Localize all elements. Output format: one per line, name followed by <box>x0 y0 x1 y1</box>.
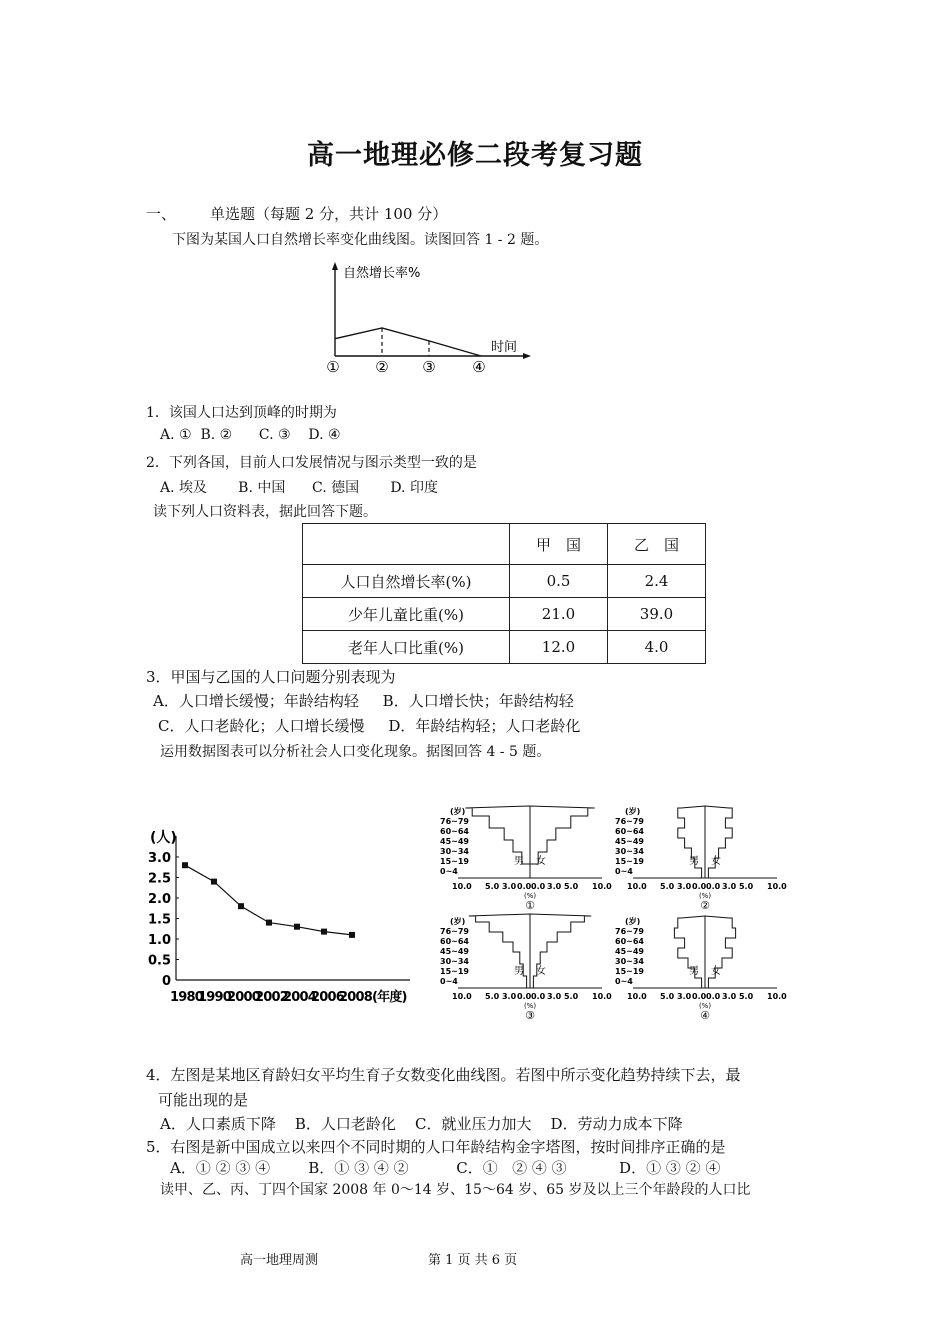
pyramid-axis-label: 0.0 <box>517 882 532 891</box>
pyramid-unit: (%) <box>698 1002 712 1010</box>
pyramid-axis-label: 5.0 3.0 <box>485 882 517 891</box>
pyramid-age-unit: (岁) <box>625 917 641 926</box>
growth-rate-chart <box>325 258 540 380</box>
pyramid-unit: (%) <box>698 892 712 900</box>
pyramid-male-label: 男 <box>514 966 524 977</box>
pyramid-age-label: 45~49 <box>615 947 644 956</box>
table-header-cell: 乙 国 <box>608 524 706 565</box>
pyramid-age-label: 30~34 <box>440 847 469 856</box>
table-cell: 0.5 <box>510 565 608 598</box>
pyramid-male-label: 男 <box>514 856 524 867</box>
table-row <box>303 631 706 664</box>
table-header-row <box>303 524 706 565</box>
pyramid-age-label: 45~49 <box>440 947 469 956</box>
question-4-options: A．人口素质下降 B．人口老龄化 C．就业压力加大 D．劳动力成本下降 <box>160 1115 683 1133</box>
table-cell: 21.0 <box>510 598 608 631</box>
population-table <box>302 523 706 664</box>
question-3-options-ab: A．人口增长缓慢；年龄结构轻 B．人口增长快；年龄结构轻 <box>153 692 574 710</box>
pyramid-age-label: 60~64 <box>440 827 469 836</box>
pyramid-age-label: 45~49 <box>615 837 644 846</box>
pyramid-axis-label: 3.0 5.0 <box>547 882 579 891</box>
pyramid-axis-label: 3.0 5.0 <box>722 992 754 1001</box>
pyramid-female-label: 女 <box>711 966 721 977</box>
pyramid-axis-label: 10.0 <box>627 882 647 891</box>
section-number: 一、 <box>146 205 177 223</box>
pyramid-axis-label: 0.0 <box>706 992 721 1001</box>
time-tick-4: ④ <box>472 358 486 376</box>
footer-left: 高一地理周测 <box>240 1253 319 1268</box>
fertility-data-point <box>238 903 244 909</box>
table-cell: 12.0 <box>510 631 608 664</box>
pyramid-age-label: 30~34 <box>440 957 469 966</box>
pyramid-caption: ② <box>700 899 710 912</box>
fertility-xtick-label: 2006 <box>311 990 344 1005</box>
question-1-stem: 1．该国人口达到顶峰的时期为 <box>146 405 337 421</box>
fertility-data-point <box>182 862 188 868</box>
pyramid-age-label: 0~4 <box>615 867 633 876</box>
question-4-stem-cont: 可能出现的是 <box>158 1091 249 1109</box>
pyramid-caption: ③ <box>525 1009 535 1022</box>
fertility-ytick-label: 0.5 <box>147 953 171 969</box>
table-cell: 少年儿童比重(%) <box>303 598 510 631</box>
pyramid-age-label: 30~34 <box>615 847 644 856</box>
section-label: 单选题（每题 2 分，共计 100 分） <box>210 205 448 223</box>
pyramid-age-label: 76~79 <box>615 817 644 826</box>
question-1-options: A. ① B. ② C. ③ D. ④ <box>160 427 341 443</box>
table-cell: 老年人口比重(%) <box>303 631 510 664</box>
growth-rate-line <box>335 328 481 356</box>
fertility-ytick-label: 1.0 <box>147 933 171 948</box>
pyramid-age-label: 76~79 <box>440 817 469 826</box>
pyramid-age-unit: (岁) <box>450 807 466 816</box>
pyramid-axis-label: 10.0 <box>627 992 647 1001</box>
pyramid-unit: (%) <box>523 1002 537 1010</box>
question-3-stem: 3．甲国与乙国的人口问题分别表现为 <box>146 668 396 686</box>
pyramid-age-label: 76~79 <box>615 927 644 936</box>
pyramid-age-label: 30~34 <box>615 957 644 966</box>
table-header-cell <box>303 524 510 565</box>
fertility-ytick-label: 0 <box>161 974 171 989</box>
fertility-ylabel: (人) <box>150 830 177 846</box>
fertility-xtick-label: 2002 <box>255 990 288 1005</box>
pyramid-age-unit: (岁) <box>450 917 466 926</box>
pyramid-female-label: 女 <box>536 856 546 867</box>
pyramid-axis-label: 10.0 <box>592 992 612 1001</box>
intro-2: 读下列人口资料表，据此回答下题。 <box>153 504 377 520</box>
fertility-xtick-label: 1990 <box>198 990 231 1005</box>
time-tick-3: ③ <box>422 358 436 376</box>
growth-xlabel: 时间 <box>491 340 518 355</box>
fertility-line-chart <box>140 820 430 1010</box>
fertility-data-point <box>211 879 217 885</box>
pyramid-axis-label: 10.0 <box>592 882 612 891</box>
pyramid-age-label: 45~49 <box>440 837 469 846</box>
pyramid-axis-label: 10.0 <box>767 992 787 1001</box>
table-header-cell: 甲 国 <box>510 524 608 565</box>
question-5-options: A．① ② ③ ④ B．① ③ ④ ② C．① ② ④ ③ D．① ③ ② ④ <box>170 1159 721 1177</box>
pyramid-age-label: 60~64 <box>615 827 644 836</box>
pyramid-axis-label: 10.0 <box>452 882 472 891</box>
intro-4: 读甲、乙、丙、丁四个国家 2008 年 0～14 岁、15～64 岁、65 岁及以上三个年龄段的人口比 <box>160 1182 751 1198</box>
intro-1: 下图为某国人口自然增长率变化曲线图。读图回答 1 - 2 题。 <box>172 232 549 248</box>
fertility-ytick-label: 2.0 <box>147 892 171 907</box>
growth-ylabel: 自然增长率% <box>343 266 421 281</box>
x-axis-arrow <box>523 353 531 359</box>
pyramid-age-label: 60~64 <box>615 937 644 946</box>
pyramid-axis-label: 0.0 <box>692 882 707 891</box>
fertility-data-point <box>266 920 272 926</box>
question-4-stem: 4．左图是某地区育龄妇女平均生育子女数变化曲线图。若图中所示变化趋势持续下去，最 <box>146 1066 741 1084</box>
pyramid-caption: ① <box>525 899 535 912</box>
pyramid-caption: ④ <box>700 1009 710 1022</box>
pyramid-axis-label: 3.0 5.0 <box>722 882 754 891</box>
pyramid-female-label: 女 <box>711 856 721 867</box>
table-row <box>303 598 706 631</box>
fertility-xtick-label: 2000 <box>227 990 260 1005</box>
fertility-ytick-label: 3.0 <box>147 851 171 866</box>
fertility-ytick-label: 2.5 <box>147 871 171 887</box>
pyramid-axis-label: 10.0 <box>452 992 472 1001</box>
footer-page: 第 1 页 共 6 页 <box>428 1253 518 1268</box>
fertility-ytick-label: 1.5 <box>147 912 171 928</box>
pyramid-age-label: 0~4 <box>440 867 458 876</box>
fertility-xtick-label: 1980 <box>170 990 203 1005</box>
pyramid-age-unit: (岁) <box>625 807 641 816</box>
question-5-stem: 5．右图是新中国成立以来四个不同时期的人口年龄结构金字塔图，按时间排序正确的是 <box>146 1138 726 1156</box>
fertility-xtick-label: 2004 <box>283 990 316 1005</box>
fertility-xtick-label: 2008(年度) <box>339 990 407 1005</box>
pyramid-age-label: 15~19 <box>615 857 644 866</box>
pyramid-female-label: 女 <box>536 966 546 977</box>
time-tick-2: ② <box>375 358 389 376</box>
question-2-stem: 2．下列各国，目前人口发展情况与图示类型一致的是 <box>146 455 477 471</box>
pyramid-axis-label: 0.0 <box>531 882 546 891</box>
pyramid-axis-label: 0.0 <box>517 992 532 1001</box>
pyramid-1 <box>440 806 612 912</box>
pyramid-axis-label: 5.0 3.0 <box>660 992 692 1001</box>
table-cell: 2.4 <box>608 565 706 598</box>
fertility-data-point <box>321 929 327 935</box>
page-title: 高一地理必修二段考复习题 <box>307 140 643 171</box>
population-pyramids <box>430 800 790 1025</box>
pyramid-age-label: 0~4 <box>615 977 633 986</box>
pyramid-age-label: 76~79 <box>440 927 469 936</box>
pyramid-axis-label: 0.0 <box>692 992 707 1001</box>
pyramid-axis-label: 5.0 3.0 <box>485 992 517 1001</box>
pyramid-age-label: 15~19 <box>615 967 644 976</box>
pyramid-axis-label: 0.0 <box>531 992 546 1001</box>
pyramid-axis-label: 0.0 <box>706 882 721 891</box>
pyramid-unit: (%) <box>523 892 537 900</box>
pyramid-4 <box>615 916 787 1022</box>
table-row <box>303 565 706 598</box>
pyramid-axis-label: 10.0 <box>767 882 787 891</box>
time-tick-1: ① <box>326 358 340 376</box>
y-axis-arrow <box>332 262 338 270</box>
table-cell: 39.0 <box>608 598 706 631</box>
pyramid-3 <box>440 914 612 1022</box>
pyramid-male-label: 男 <box>689 966 699 977</box>
pyramid-age-label: 60~64 <box>440 937 469 946</box>
pyramid-age-label: 15~19 <box>440 967 469 976</box>
table-cell: 4.0 <box>608 631 706 664</box>
table-cell: 人口自然增长率(%) <box>303 565 510 598</box>
intro-3: 运用数据图表可以分析社会人口变化现象。据图回答 4 - 5 题。 <box>160 744 551 760</box>
pyramid-age-label: 0~4 <box>440 977 458 986</box>
fertility-data-point <box>294 924 300 930</box>
question-3-options-cd: C．人口老龄化；人口增长缓慢 D．年龄结构轻；人口老龄化 <box>158 717 581 735</box>
pyramid-age-label: 15~19 <box>440 857 469 866</box>
pyramid-male-label: 男 <box>689 856 699 867</box>
pyramid-axis-label: 3.0 5.0 <box>547 992 579 1001</box>
question-2-options: A. 埃及 B. 中国 C. 德国 D. 印度 <box>160 480 438 496</box>
pyramid-2 <box>615 806 787 912</box>
fertility-data-point <box>349 932 355 938</box>
pyramid-axis-label: 5.0 3.0 <box>660 882 692 891</box>
